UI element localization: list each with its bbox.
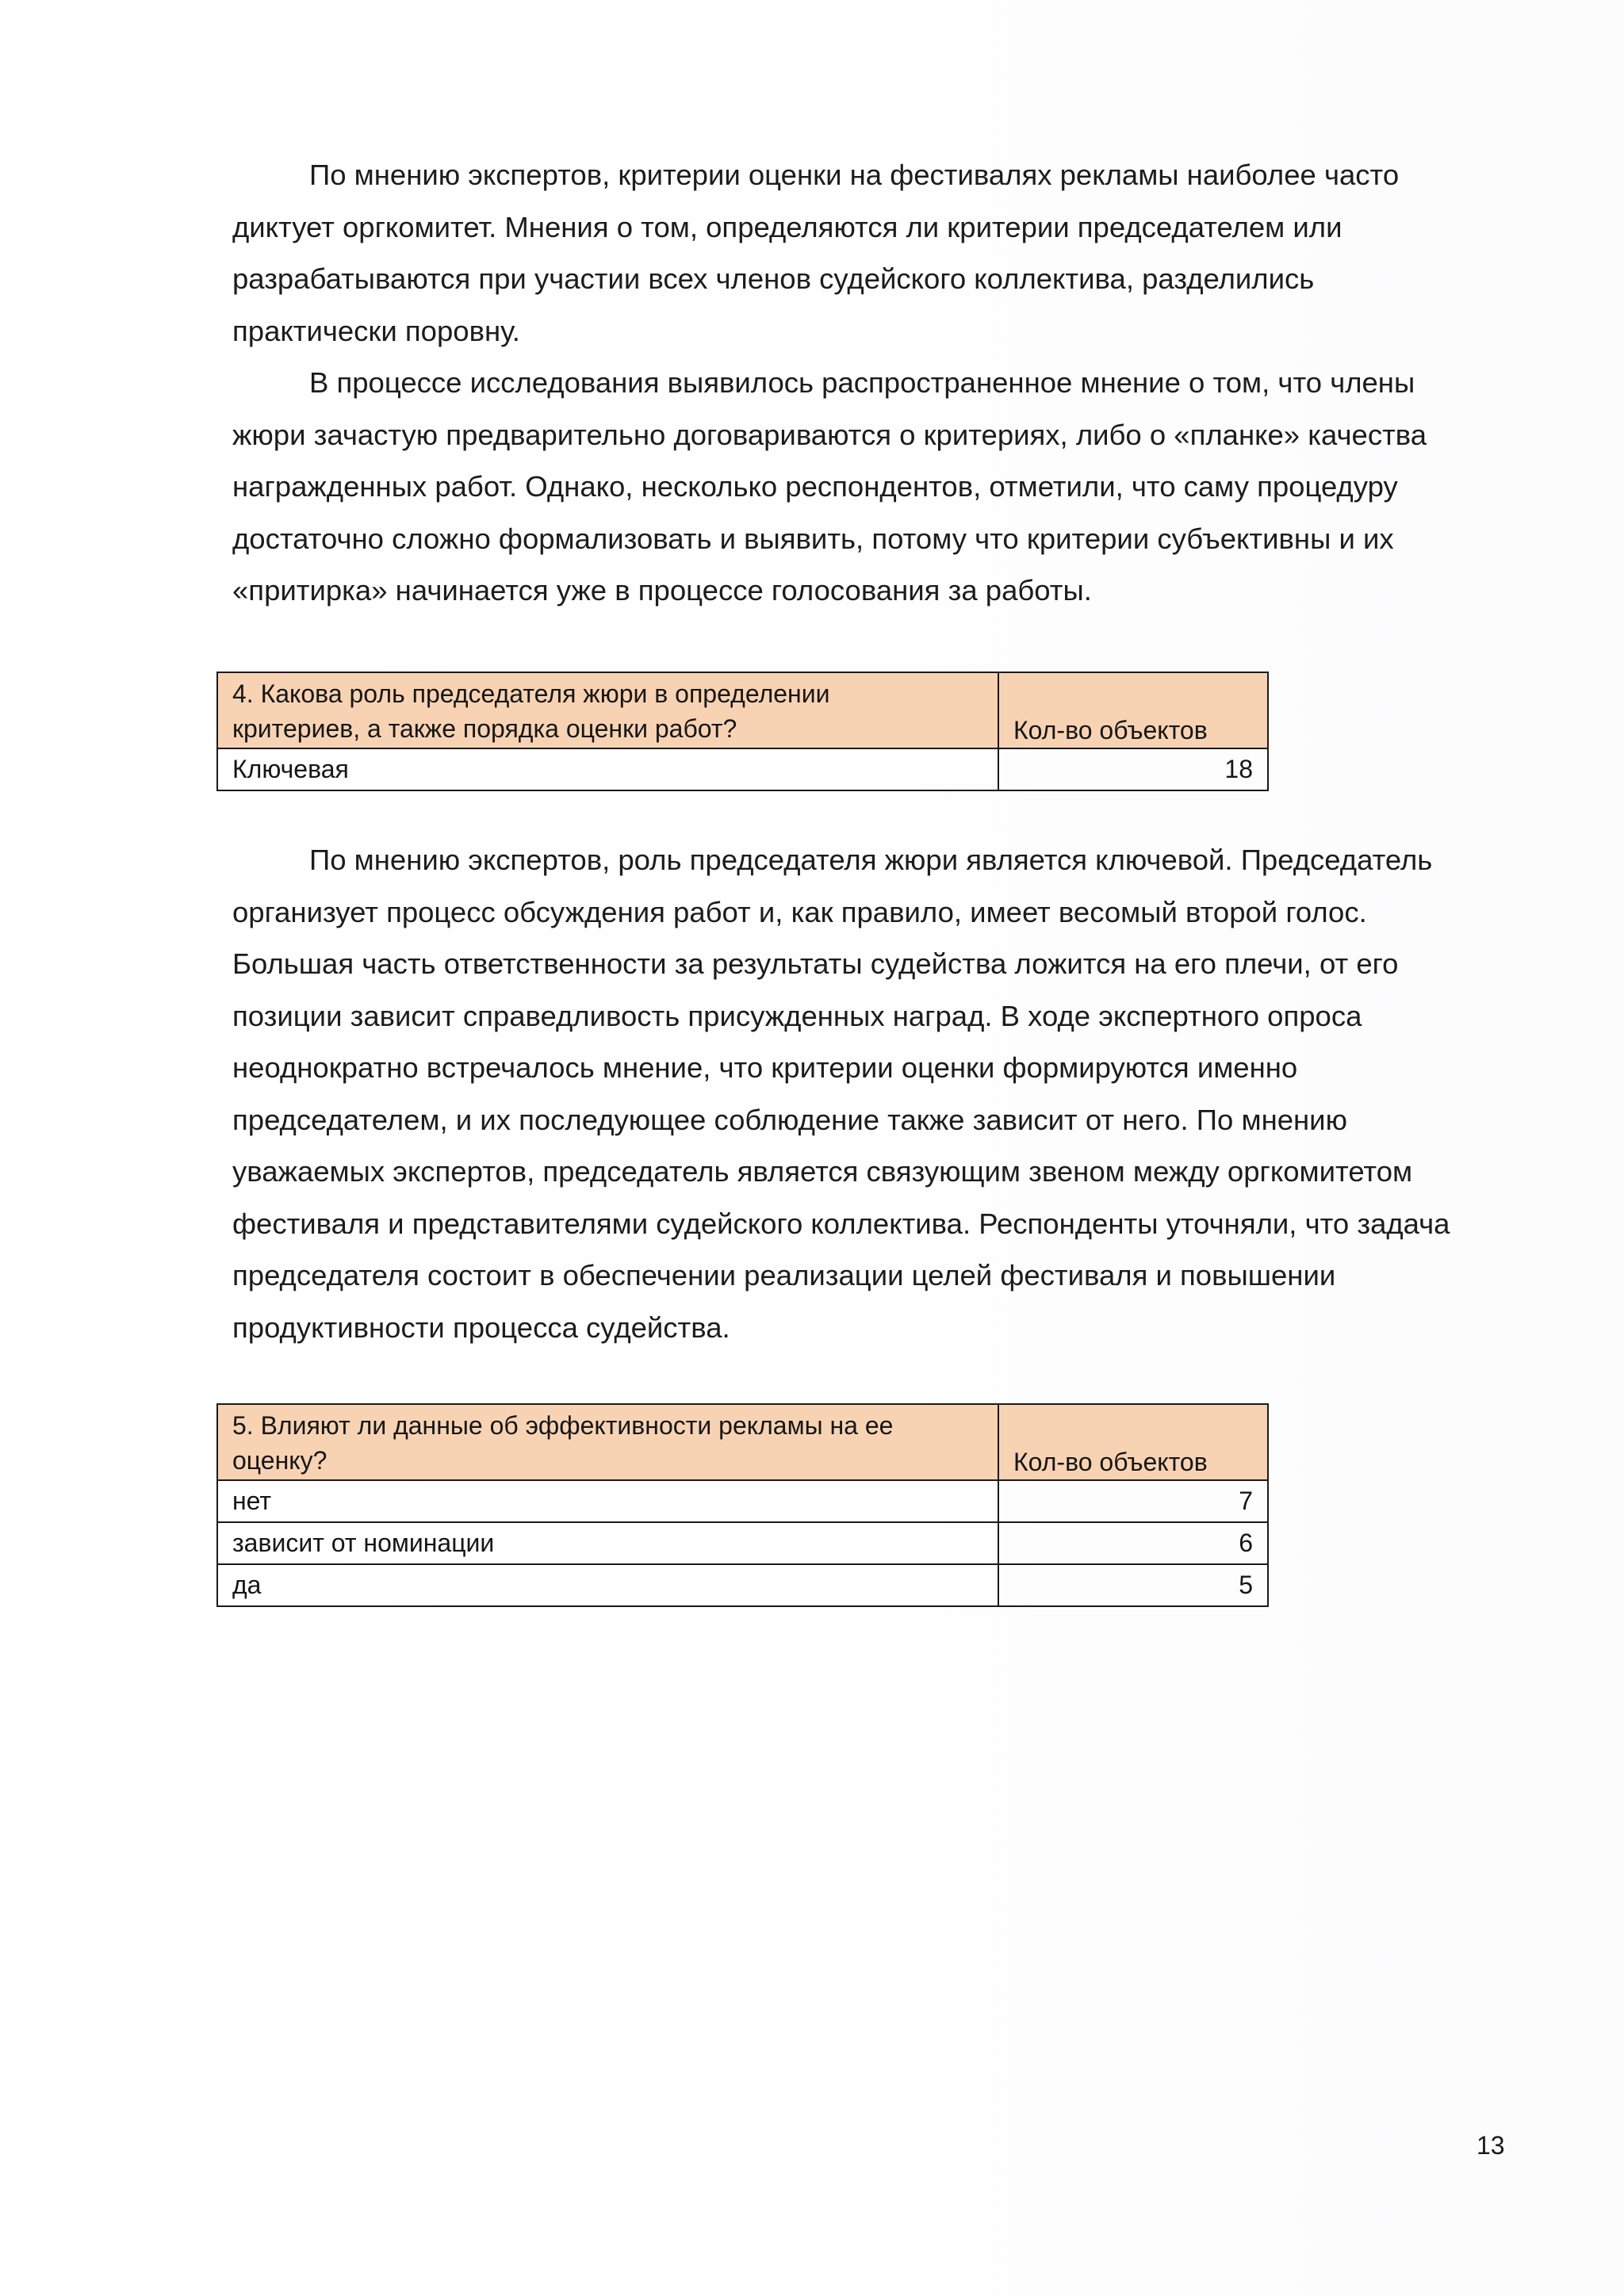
count-header-cell: Кол-во объектов (998, 1404, 1268, 1480)
table-question-cell (217, 1404, 998, 1480)
table-row (217, 1480, 1268, 1522)
text-line: практически поровну. (232, 314, 520, 347)
text-line: позиции зависит справедливость присужденных наград. В ходе экспертного опроса (232, 999, 1362, 1032)
survey-table-5 (216, 1403, 1269, 1607)
text-line: председателем, и их последующее соблюдение также зависит от него. По мнению (232, 1103, 1347, 1136)
text-line: фестиваля и представителями судейского коллектива. Респонденты уточняли, что задача (232, 1207, 1450, 1240)
table-header-row (217, 1404, 1268, 1480)
page-number: 13 (1477, 2131, 1505, 2160)
table-row (217, 1564, 1268, 1606)
text-line: «притирка» начинается уже в процессе голосования за работы. (232, 574, 1092, 607)
text-line: достаточно сложно формализовать и выявить, потому что критерии субъективны и их (232, 522, 1394, 555)
paragraph-criteria-orgcommittee (232, 149, 1517, 357)
text-line: продуктивности процесса судейства. (232, 1311, 730, 1344)
text-line: награжденных работ. Однако, несколько респондентов, отметили, что саму процедуру (232, 470, 1398, 503)
text-line: председателя состоит в обеспечении реализации целей фестиваля и повышении (232, 1259, 1336, 1292)
answer-label-cell: нет (217, 1480, 998, 1522)
survey-table-4 (216, 672, 1269, 791)
answer-label-cell: зависит от номинации (217, 1522, 998, 1564)
paragraph-research-findings (232, 357, 1517, 617)
text-line: неоднократно встречалось мнение, что критерии оценки формируются именно (232, 1051, 1298, 1084)
question-line: 4. Какова роль председателя жюри в определении (232, 679, 830, 708)
text-line: организует процесс обсуждения работ и, как правило, имеет весомый второй голос. (232, 895, 1367, 928)
text-line: Большая часть ответственности за результаты судейства ложится на его плечи, от его (232, 947, 1399, 980)
table-row (217, 1522, 1268, 1564)
text-line: По мнению экспертов, роль председателя жюри является ключевой. Председатель (309, 844, 1433, 876)
answer-count-cell: 6 (998, 1522, 1268, 1564)
text-line: В процессе исследования выявилось распространенное мнение о том, что члены (309, 366, 1415, 399)
table-row (217, 748, 1268, 790)
answer-label-cell: да (217, 1564, 998, 1606)
text-line: разрабатываются при участии всех членов судейского коллектива, разделились (232, 262, 1315, 295)
question-line: 5. Влияют ли данные об эффективности рекламы на ее (232, 1411, 894, 1440)
question-line: критериев, а также порядка оценки работ? (232, 714, 737, 743)
paragraph-jury-chairman-role (232, 834, 1517, 1353)
text-line: По мнению экспертов, критерии оценки на фестивалях рекламы наиболее часто (309, 159, 1400, 191)
table-question-cell (217, 672, 998, 748)
answer-count-cell: 7 (998, 1480, 1268, 1522)
text-line: уважаемых экспертов, председатель является связующим звеном между оргкомитетом (232, 1155, 1413, 1188)
answer-count-cell: 5 (998, 1564, 1268, 1606)
answer-count-cell: 18 (998, 748, 1268, 790)
answer-label-cell: Ключевая (217, 748, 998, 790)
table-header-row (217, 672, 1268, 748)
text-line: жюри зачастую предварительно договариваются о критериях, либо о «планке» качества (232, 418, 1427, 451)
count-header-cell: Кол-во объектов (998, 672, 1268, 748)
text-line: диктует оргкомитет. Мнения о том, определяются ли критерии председателем или (232, 210, 1342, 243)
question-line: оценку? (232, 1446, 327, 1475)
